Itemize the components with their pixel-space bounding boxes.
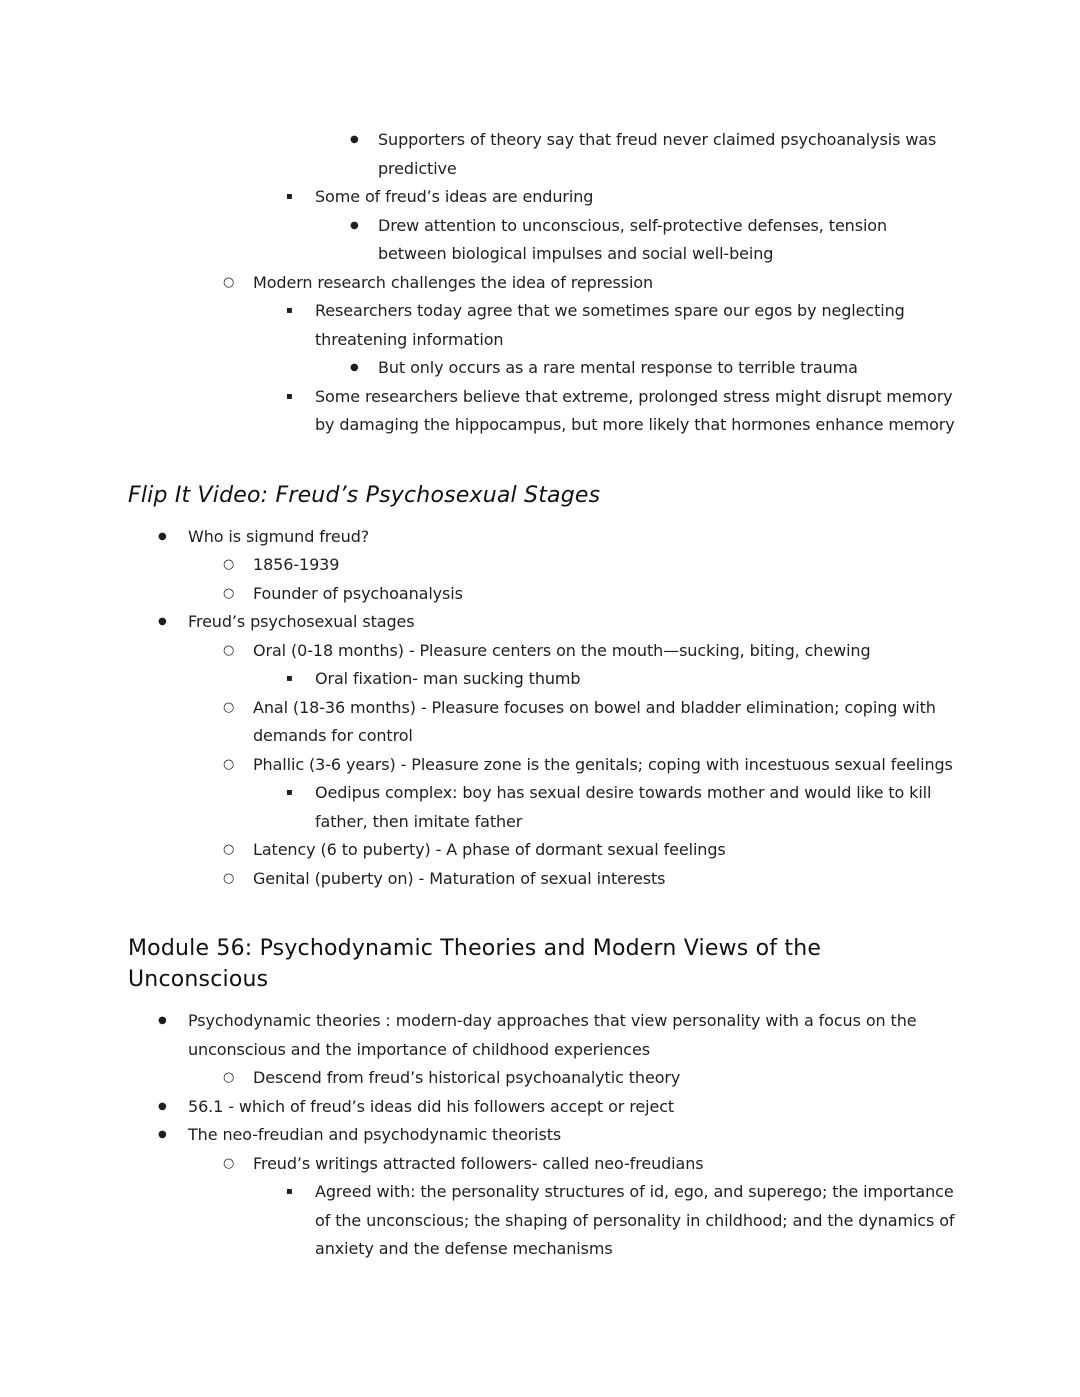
list-item <box>286 1178 956 1264</box>
list-item <box>350 126 956 183</box>
list-item-text: Oedipus complex: boy has sexual desire towards mother and would like to kill father, then imitate father <box>315 783 932 831</box>
list-item-text: Drew attention to unconscious, self-protective defenses, tension between biological impulses and social well-being <box>378 215 888 263</box>
list-item-text: Freud’s psychosexual stages <box>188 612 415 631</box>
list-item <box>286 665 956 694</box>
list-item <box>223 865 956 894</box>
bullet-marker: ○ <box>223 1155 235 1171</box>
list-item-text: Phallic (3-6 years) - Pleasure zone is the genitals; coping with incestuous sexual feelings <box>253 754 953 774</box>
document-content <box>128 126 956 1264</box>
bullet-marker: ● <box>158 616 167 627</box>
list-item <box>158 1093 956 1122</box>
list-item <box>286 297 956 354</box>
bullet-marker: ● <box>158 530 167 542</box>
list-item <box>350 212 956 269</box>
list-item-text: Supporters of theory say that freud never claimed psychoanalysis was predictive <box>378 130 937 178</box>
list-item <box>223 836 956 865</box>
bullet-marker: ● <box>350 362 359 373</box>
list-item-text: Oral fixation- man sucking thumb <box>315 669 581 688</box>
list-item-text: 1856-1939 <box>253 555 340 574</box>
bullet-marker: ▪ <box>286 1186 293 1197</box>
list-item-text: Oral (0-18 months) - Pleasure centers on the mouth—sucking, biting, chewing <box>253 640 871 660</box>
list-item-text: Anal (18-36 months) - Pleasure focuses on bowel and bladder elimination; coping with demands for control <box>253 697 936 745</box>
section-heading: Module 56: Psychodynamic Theories and Modern Views of the Unconscious <box>128 936 822 992</box>
list-item-text: But only occurs as a rare mental response to terrible trauma <box>378 358 858 377</box>
bullet-marker: ○ <box>223 274 235 290</box>
list-item <box>223 1150 956 1179</box>
bullet-marker: ▪ <box>286 673 293 684</box>
list-item <box>158 1007 956 1064</box>
list-item <box>158 1121 956 1150</box>
bullet-marker: ○ <box>223 1070 235 1085</box>
list-item-text: Modern research challenges the idea of repression <box>253 272 654 292</box>
bullet-marker: ● <box>158 1129 167 1140</box>
bullet-marker: ○ <box>223 585 235 601</box>
list-item-text: Some of freud’s ideas are enduring <box>315 187 594 206</box>
bullet-marker: ▪ <box>286 191 293 202</box>
bullet-marker: ○ <box>223 870 235 886</box>
list-item-text: Latency (6 to puberty) - A phase of dormant sexual feelings <box>253 840 726 859</box>
list-item-text: Genital (puberty on) - Maturation of sexual interests <box>253 868 666 888</box>
list-item-text: The neo-freudian and psychodynamic theorists <box>188 1125 562 1144</box>
list-item <box>350 354 956 383</box>
list-item-text: Freud’s writings attracted followers- called neo-freudians <box>253 1153 704 1173</box>
list-item <box>286 779 956 836</box>
bullet-marker: ● <box>158 1015 167 1026</box>
list-item-text: Agreed with: the personality structures of id, ego, and superego; the importance of the unconscious; the shaping of personality in childhood; and the dynamics of anxiety and the defense mechanisms <box>315 1182 955 1258</box>
list-item <box>223 751 956 780</box>
list-item <box>223 580 956 609</box>
list-item-text: Who is sigmund freud? <box>188 526 370 546</box>
list-item <box>223 694 956 751</box>
list-item <box>223 551 956 580</box>
bullet-marker: ○ <box>223 642 235 658</box>
bullet-marker: ○ <box>223 842 235 857</box>
bullet-marker: ● <box>158 1100 167 1112</box>
list-item-text: Founder of psychoanalysis <box>253 583 463 603</box>
bullet-marker: ● <box>350 219 359 231</box>
list-item <box>223 269 956 298</box>
bullet-marker: ● <box>350 134 359 145</box>
list-item <box>286 383 956 440</box>
list-item-text: Descend from freud’s historical psychoanalytic theory <box>253 1068 681 1087</box>
list-item-text: Psychodynamic theories : modern-day approaches that view personality with a focus on the unconscious and the importance of childhood experiences <box>188 1011 917 1059</box>
list-item <box>223 637 956 666</box>
bullet-marker: ▪ <box>286 390 293 402</box>
list-item <box>223 1064 956 1093</box>
bullet-marker: ○ <box>223 756 235 772</box>
bullet-marker: ○ <box>223 699 235 715</box>
list-item <box>158 608 956 637</box>
bullet-marker: ▪ <box>286 787 293 798</box>
list-item <box>158 523 956 552</box>
list-item-text: Some researchers believe that extreme, prolonged stress might disrupt memory by damaging the hippocampus, but more likely that hormones enhance memory <box>315 386 955 434</box>
list-item <box>286 183 956 212</box>
bullet-marker: ○ <box>223 557 235 572</box>
list-item-text: 56.1 - which of freud’s ideas did his followers accept or reject <box>188 1096 675 1116</box>
section-heading: Flip It Video: Freud’s Psychosexual Stages <box>128 482 601 508</box>
list-item-text: Researchers today agree that we sometimes spare our egos by neglecting threatening information <box>315 301 905 349</box>
bullet-marker: ▪ <box>286 305 293 316</box>
